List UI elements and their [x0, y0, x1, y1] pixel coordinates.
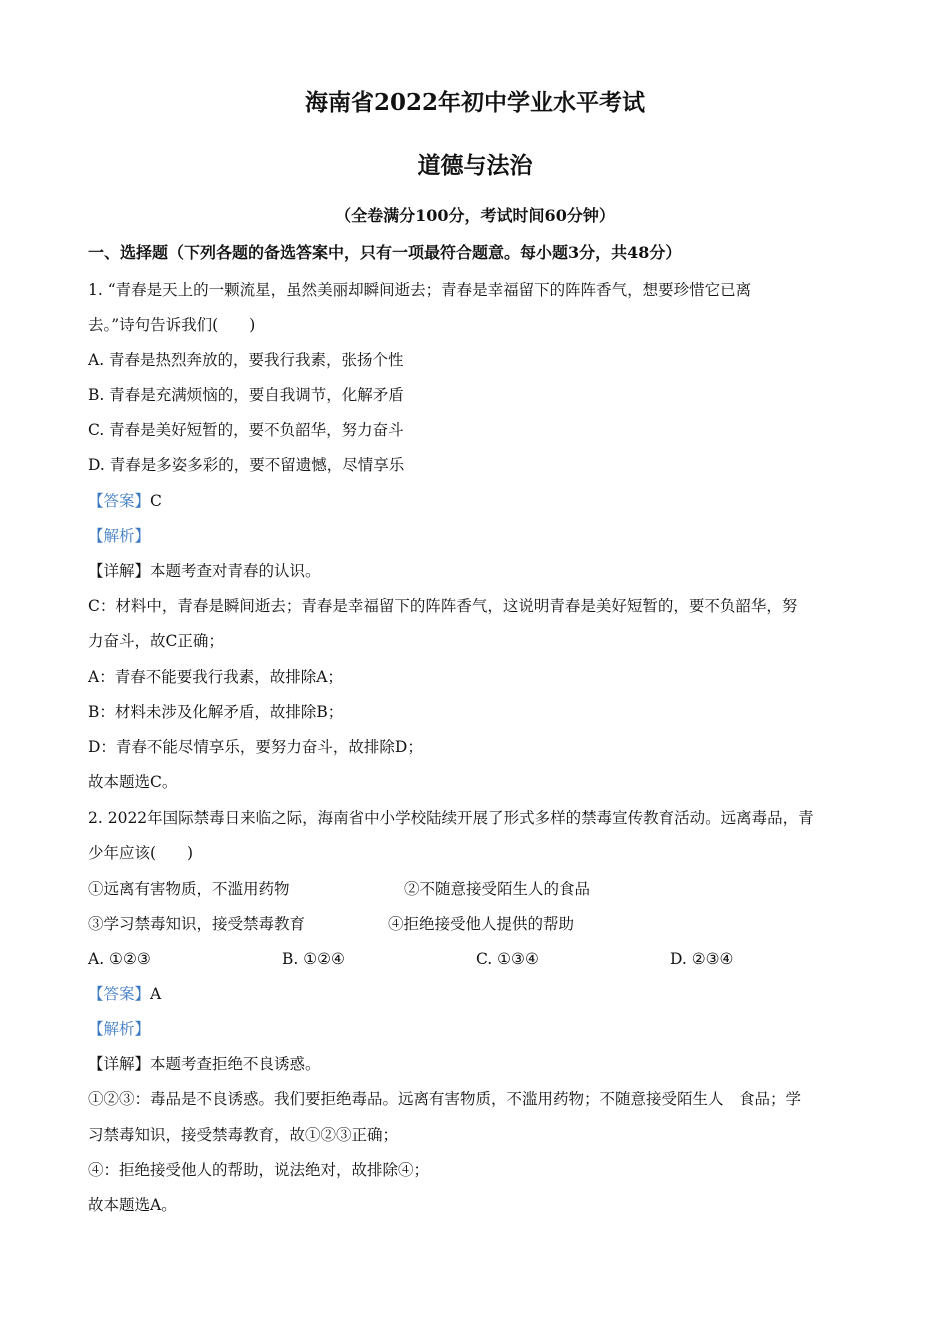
q2-option-c: C. ①③④ — [476, 950, 539, 968]
q1-explain-c-line2: 力奋斗，故C正确； — [88, 632, 224, 650]
q1-option-d: D. 青春是多姿多彩的，要不留遗憾，尽情享乐 — [88, 456, 405, 474]
q1-explain-b: B：材料未涉及化解矛盾，故排除B； — [88, 703, 344, 721]
answer-tag: 【答案】 — [88, 985, 151, 1003]
exam-title: 海南省2022年初中学业水平考试 — [304, 89, 645, 116]
exam-note: （全卷满分100分，考试时间60分钟） — [335, 206, 615, 225]
q2-stem-line1: 2. 2022年国际禁毒日来临之际，海南省中小学校陆续开展了形式多样的禁毒宣传教育活动。远离毒品，青 — [88, 809, 814, 827]
q2-stem-line2: 少年应该( ) — [88, 844, 194, 862]
answer-value: C — [150, 492, 162, 510]
answer-value: A — [150, 985, 162, 1003]
q2-option-b: B. ①②④ — [282, 950, 345, 968]
detail-tag: 【详解】 — [88, 562, 151, 580]
q2-answer — [88, 983, 161, 1005]
detail-text: 本题考查对青春的认识。 — [150, 562, 321, 580]
q2-conclusion: 故本题选A。 — [88, 1196, 177, 1214]
q1-conclusion: 故本题选C。 — [88, 773, 178, 791]
q2-explain-2: ④：拒绝接受他人的帮助，说法绝对，故排除④； — [88, 1161, 430, 1179]
detail-tag: 【详解】 — [88, 1055, 151, 1073]
q1-detail — [88, 560, 321, 582]
q2-detail — [88, 1053, 321, 1075]
section-heading: 一、选择题（下列各题的备选答案中，只有一项最符合题意。每小题3分，共48分） — [88, 243, 682, 262]
q2-item-3: ③学习禁毒知识，接受禁毒教育 — [88, 915, 306, 933]
q1-stem-line2: 去。”诗句告诉我们( ) — [88, 316, 256, 334]
q2-item-4: ④拒绝接受他人提供的帮助 — [388, 915, 575, 933]
q1-explain-d: D：青春不能尽情享乐，要努力奋斗，故排除D； — [88, 738, 423, 756]
q1-explain-a: A：青春不能要我行我素，故排除A； — [88, 668, 343, 686]
q1-option-b: B. 青春是充满烦恼的，要自我调节，化解矛盾 — [88, 386, 404, 404]
q1-option-c: C. 青春是美好短暂的，要不负韶华，努力奋斗 — [88, 421, 404, 439]
q1-analysis-tag: 【解析】 — [88, 527, 151, 545]
subject-title: 道德与法治 — [417, 152, 533, 179]
q2-explain-1-line1: ①②③：毒品是不良诱惑。我们要拒绝毒品。远离有害物质，不滥用药物；不随意接受陌生人 食品；学 — [88, 1090, 802, 1108]
detail-text: 本题考查拒绝不良诱惑。 — [150, 1055, 321, 1073]
q1-explain-c-line1: C：材料中，青春是瞬间逝去；青春是幸福留下的阵阵香气，这说明青春是美好短暂的，要不负韶华，努 — [88, 597, 798, 615]
answer-tag: 【答案】 — [88, 492, 151, 510]
q1-answer — [88, 490, 162, 512]
q2-option-a: A. ①②③ — [88, 950, 151, 968]
q2-item-1: ①远离有害物质，不滥用药物 — [88, 880, 290, 898]
q2-analysis-tag: 【解析】 — [88, 1020, 151, 1038]
q2-option-d: D. ②③④ — [670, 950, 734, 968]
q1-stem-line1: 1. “青春是天上的一颗流星，虽然美丽却瞬间逝去；青春是幸福留下的阵阵香气，想要珍惜它已离 — [88, 281, 752, 299]
q2-item-2: ②不随意接受陌生人的食品 — [404, 880, 591, 898]
q2-explain-1-line2: 习禁毒知识，接受禁毒教育，故①②③正确； — [88, 1126, 399, 1144]
q1-option-a: A. 青春是热烈奔放的，要我行我素，张扬个性 — [88, 351, 404, 369]
